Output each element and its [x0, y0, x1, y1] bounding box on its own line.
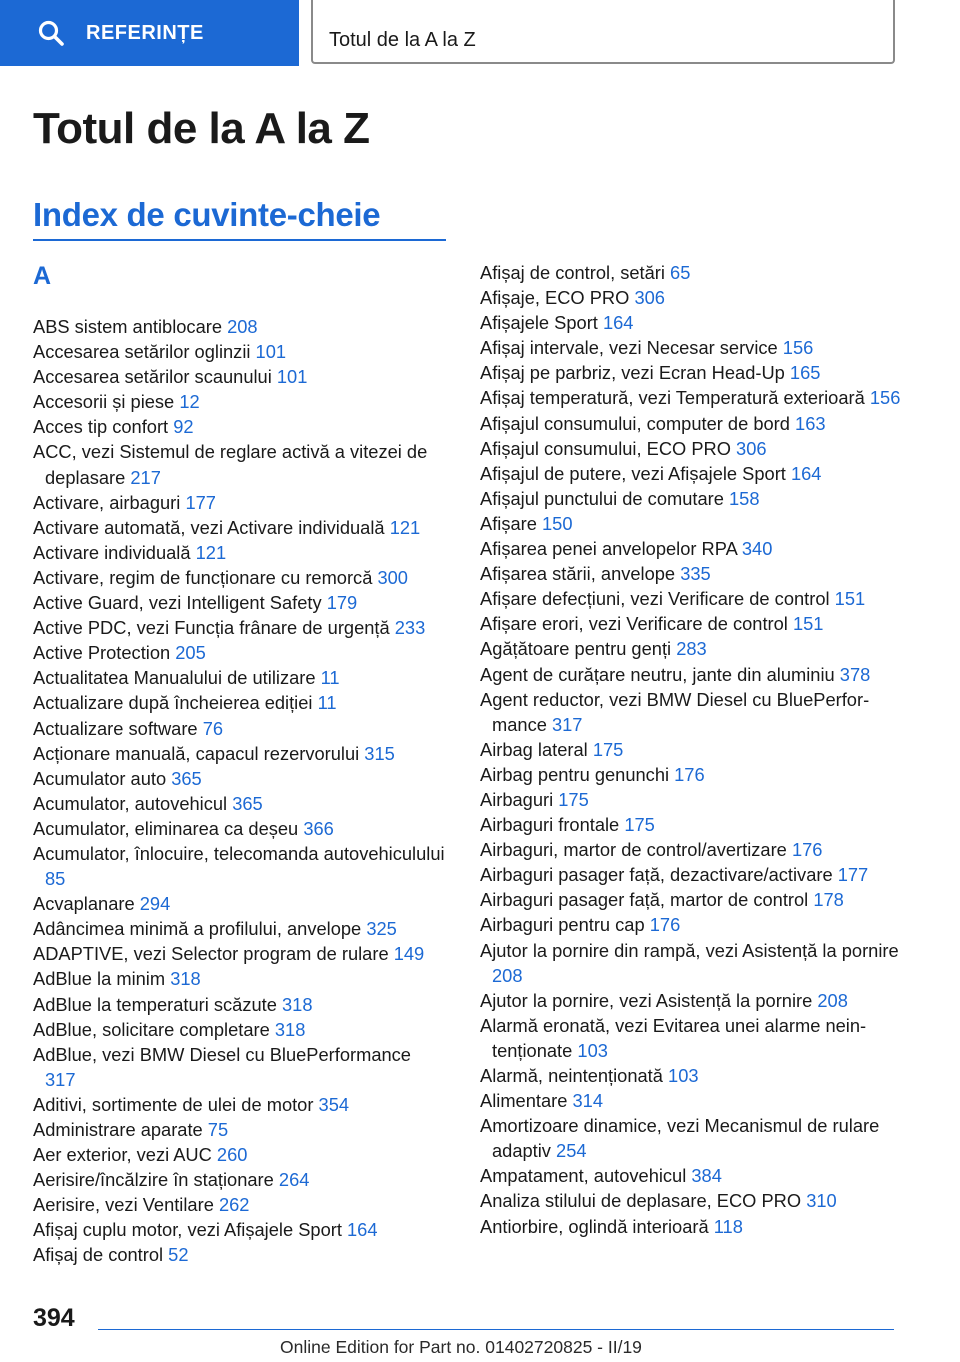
index-entry-text: Afișaj de control, setări	[480, 262, 665, 283]
index-entry-page-link[interactable]: 384	[691, 1165, 722, 1187]
index-entry-page-link[interactable]: 150	[542, 512, 573, 534]
index-entry[interactable]	[33, 891, 445, 916]
index-entry[interactable]	[480, 837, 910, 862]
index-entry-page-link[interactable]: 164	[347, 1219, 378, 1241]
index-entry[interactable]	[480, 285, 910, 310]
index-entry-page-link[interactable]: 378	[839, 663, 871, 685]
index-entry[interactable]	[480, 385, 910, 410]
index-entry[interactable]	[33, 1017, 445, 1042]
index-entry-text: Afișajul consumului, ECO PRO	[480, 437, 731, 459]
index-entry-text: Agent de curățare neutru, jante din aluminiu	[480, 663, 835, 685]
index-entry-text: Airbaguri	[480, 788, 554, 810]
index-entry[interactable]	[33, 665, 445, 690]
index-entry-page-link[interactable]: 318	[281, 993, 313, 1015]
index-entry-page-link[interactable]: 317	[45, 1068, 76, 1090]
index-entry-page-link[interactable]: 85	[45, 868, 66, 890]
index-entry-page-link[interactable]: 176	[649, 914, 681, 936]
index-entry[interactable]	[33, 314, 445, 339]
index-entry-text: Active Protection	[33, 642, 171, 664]
index-entry-page-link[interactable]: 164	[602, 312, 634, 334]
index-entry[interactable]	[33, 766, 445, 791]
index-entry-page-link[interactable]: 315	[364, 742, 395, 764]
index-entry-text: Airbaguri pasager față, martor de control	[480, 889, 809, 911]
index-entry-page-link[interactable]: 178	[813, 889, 844, 911]
index-entry[interactable]	[480, 787, 910, 812]
page-number: 394	[33, 1304, 75, 1332]
index-entry-text: AdBlue, solicitare completare	[33, 1018, 270, 1040]
index-entry-text: Activare automată, vezi Activare individuală	[33, 516, 385, 538]
index-entry[interactable]	[33, 816, 445, 841]
index-column-left	[33, 260, 445, 1268]
footer-divider	[98, 1329, 894, 1330]
index-entry-text: Airbag lateral	[480, 738, 588, 760]
index-entry[interactable]	[33, 565, 445, 590]
index-entry[interactable]	[33, 1117, 445, 1142]
index-entry-page-link[interactable]: 179	[326, 592, 358, 614]
index-entry[interactable]	[480, 461, 910, 486]
index-entry-page-link[interactable]: 283	[676, 638, 707, 660]
index-entry[interactable]	[480, 1063, 910, 1088]
index-entry[interactable]	[33, 690, 445, 715]
index-entry-page-link[interactable]: 365	[232, 792, 263, 814]
index-entry-text: Amortizoare dinamice, vezi Mecanismul de rulare adaptiv	[480, 1115, 880, 1162]
index-entry-page-link[interactable]: 262	[218, 1194, 250, 1216]
breadcrumb-label: Totul de la A la Z	[329, 29, 476, 51]
index-entry[interactable]	[480, 1088, 910, 1113]
index-entry[interactable]	[480, 360, 910, 385]
index-entry-text: Alarmă, neintenționată	[480, 1065, 663, 1086]
index-entry-text: Ampatament, autovehicul	[480, 1165, 687, 1187]
index-entry-page-link[interactable]: 76	[202, 717, 224, 739]
index-entry-text: Afișajul de putere, vezi Afișajele Sport	[480, 462, 786, 484]
index-entry-text: Actualizare după încheierea ediției	[33, 692, 313, 714]
index-entry-page-link[interactable]: 156	[869, 387, 901, 409]
index-entry-text: Analiza stilului de deplasare, ECO PRO	[480, 1190, 802, 1212]
index-entry-page-link[interactable]: 177	[837, 864, 869, 886]
index-entry-page-link[interactable]: 176	[674, 763, 705, 785]
index-entry[interactable]	[33, 1092, 445, 1117]
index-entry-page-link[interactable]: 208	[227, 316, 258, 337]
references-tab[interactable]	[0, 0, 299, 66]
index-entry-page-link[interactable]: 156	[782, 337, 814, 359]
index-entry-page-link[interactable]: 264	[278, 1169, 310, 1191]
index-entry-page-link[interactable]: 306	[634, 287, 665, 309]
index-entry-page-link[interactable]: 314	[572, 1090, 603, 1112]
index-letter: A	[33, 262, 52, 290]
index-entry-page-link[interactable]: 175	[592, 738, 624, 760]
index-entry-page-link[interactable]: 205	[175, 642, 206, 664]
index-entry-text: ABS sistem antiblocare	[33, 316, 222, 337]
index-entry-text: Airbaguri pentru cap	[480, 914, 645, 936]
index-entry[interactable]	[33, 966, 445, 991]
index-entry-text: Afișare defecțiuni, vezi Verificare de control	[480, 588, 830, 610]
index-entry-page-link[interactable]: 306	[736, 437, 767, 459]
index-entry[interactable]	[480, 486, 910, 511]
index-entry[interactable]	[480, 912, 910, 937]
index-entry-text: Ajutor la pornire din rampă, vezi Asistență la pornire	[480, 939, 899, 961]
index-entry-text: Afișaj temperatură, vezi Temperatură exterioară	[480, 387, 865, 409]
index-entry-text: Acvaplanare	[33, 893, 135, 915]
page-title: Totul de la A la Z	[33, 104, 370, 153]
index-entry-text: Accesorii și piese	[33, 391, 175, 413]
index-list-right	[480, 260, 910, 1239]
index-entry[interactable]	[480, 536, 910, 561]
index-entry-page-link[interactable]: 65	[670, 262, 691, 283]
index-entry[interactable]	[33, 841, 445, 891]
index-entry-text: Agent reductor, vezi BMW Diesel cu BluePerformance	[480, 688, 870, 735]
index-entry-text: Afișare	[480, 512, 537, 534]
index-entry-page-link[interactable]: 318	[274, 1018, 306, 1040]
index-entry[interactable]	[33, 439, 445, 489]
index-entry-page-link[interactable]: 163	[795, 412, 826, 434]
index-entry-text: Afișaj intervale, vezi Necesar service	[480, 337, 778, 359]
index-entry-page-link[interactable]: 317	[551, 713, 583, 735]
index-entry[interactable]	[33, 1167, 445, 1192]
index-entry-text: Aerisire, vezi Ventilare	[33, 1194, 214, 1216]
index-entry[interactable]	[480, 1188, 910, 1213]
index-entry[interactable]	[480, 636, 910, 661]
index-entry-page-link[interactable]: 233	[394, 617, 426, 639]
index-entry-text: Afișajul consumului, computer de bord	[480, 412, 790, 434]
index-entry[interactable]	[480, 1113, 910, 1163]
index-entry-page-link[interactable]: 118	[713, 1215, 743, 1237]
index-entry-page-link[interactable]: 121	[389, 516, 421, 538]
index-entry[interactable]	[480, 988, 910, 1013]
index-entry-page-link[interactable]: 340	[741, 538, 773, 560]
index-entry-text: Activare individuală	[33, 541, 191, 563]
index-entry[interactable]	[33, 640, 445, 665]
index-entry-page-link[interactable]: 11	[320, 667, 340, 689]
index-entry-page-link[interactable]: 165	[789, 362, 821, 384]
index-entry-text: Aditivi, sortimente de ulei de motor	[33, 1093, 314, 1115]
index-entry[interactable]	[33, 916, 445, 941]
index-entry-text: Activare, airbaguri	[33, 491, 181, 513]
index-entry-page-link[interactable]: 11	[317, 692, 337, 714]
references-tab-label: REFERINȚE	[86, 21, 204, 44]
index-entry[interactable]	[33, 941, 445, 966]
index-entry-text: Afișarea penei anvelopelor RPA	[480, 538, 737, 560]
index-entry-page-link[interactable]: 366	[303, 817, 334, 839]
index-entry[interactable]	[33, 540, 445, 565]
index-entry-text: Afișajul punctului de comutare	[480, 487, 724, 509]
index-entry-text: Activare, regim de funcționare cu remorcă	[33, 566, 373, 588]
index-entry-page-link[interactable]: 92	[173, 416, 194, 438]
index-entry-text: AdBlue la temperaturi scăzute	[33, 993, 277, 1015]
index-entry-text: Active PDC, vezi Funcția frânare de urgență	[33, 617, 390, 639]
index-entry-page-link[interactable]: 176	[791, 839, 823, 861]
index-entry-text: Airbaguri, martor de control/avertizare	[480, 839, 787, 861]
index-entry-text: Actualizare software	[33, 717, 198, 739]
index-entry-text: Active Guard, vezi Intelligent Safety	[33, 592, 322, 614]
index-entry-text: Administrare aparate	[33, 1119, 203, 1140]
index-entry-page-link[interactable]: 158	[728, 487, 760, 509]
index-entry-page-link[interactable]: 164	[790, 462, 822, 484]
index-entry-page-link[interactable]: 151	[792, 613, 824, 635]
index-entry-page-link[interactable]: 149	[393, 943, 425, 965]
index-entry[interactable]	[33, 791, 445, 816]
breadcrumb[interactable]	[311, 0, 895, 64]
index-entry-page-link[interactable]: 12	[179, 391, 200, 413]
index-entry-text: Afișaj de control	[33, 1244, 164, 1266]
index-entry[interactable]	[33, 741, 445, 766]
search-icon	[38, 20, 64, 46]
index-entry-page-link[interactable]: 260	[216, 1144, 248, 1166]
index-entry-page-link[interactable]: 208	[817, 989, 848, 1011]
index-entry[interactable]	[480, 687, 910, 737]
top-bar	[0, 0, 960, 66]
index-entry[interactable]	[33, 490, 445, 515]
index-entry[interactable]	[33, 1042, 445, 1092]
index-entry-text: Airbaguri pasager față, dezactivare/activare	[480, 864, 833, 886]
index-entry-page-link[interactable]: 294	[139, 893, 171, 915]
index-entry[interactable]	[480, 511, 910, 536]
index-entry-page-link[interactable]: 103	[577, 1039, 608, 1061]
index-entry-text: Acumulator, eliminarea ca deșeu	[33, 817, 299, 839]
index-entry[interactable]	[480, 310, 910, 335]
index-entry[interactable]	[33, 590, 445, 615]
index-entry[interactable]	[33, 615, 445, 640]
index-entry[interactable]	[33, 364, 445, 389]
index-entry[interactable]	[33, 515, 445, 540]
index-entry-text: Aer exterior, vezi AUC	[33, 1144, 212, 1166]
index-entry-page-link[interactable]: 175	[558, 788, 589, 810]
index-entry-text: Afișare erori, vezi Verificare de control	[480, 613, 788, 635]
index-entry[interactable]	[33, 1242, 445, 1267]
index-entry[interactable]	[33, 1192, 445, 1217]
index-entry[interactable]	[480, 335, 910, 360]
index-entry-text: Antiorbire, oglindă interioară	[480, 1215, 709, 1237]
index-entry-text: Accesarea setărilor scaunului	[33, 366, 272, 388]
index-entry-text: Acumulator, înlocuire, telecomanda autovehiculului	[33, 842, 445, 864]
index-entry-text: Actualitatea Manualului de utilizare	[33, 667, 316, 689]
index-entry-text: ACC, vezi Sistemul de reglare activă a vitezei de deplasare	[33, 441, 428, 488]
index-entry-page-link[interactable]: 75	[207, 1119, 229, 1140]
index-entry-text: Alimentare	[480, 1090, 568, 1112]
index-entry-page-link[interactable]: 52	[168, 1244, 189, 1266]
index-entry-page-link[interactable]: 300	[377, 566, 408, 588]
index-entry[interactable]	[33, 389, 445, 414]
index-entry-page-link[interactable]: 103	[668, 1065, 699, 1086]
index-entry-page-link[interactable]: 177	[185, 491, 216, 513]
index-entry[interactable]	[480, 887, 910, 912]
index-entry-page-link[interactable]: 217	[130, 466, 161, 488]
index-entry-text: Airbag pentru genunchi	[480, 763, 670, 785]
index-entry[interactable]	[33, 414, 445, 439]
index-entry-page-link[interactable]: 101	[276, 366, 308, 388]
index-entry[interactable]	[480, 762, 910, 787]
index-entry-text: Acumulator auto	[33, 767, 167, 789]
index-entry[interactable]	[33, 1142, 445, 1167]
index-entry-page-link[interactable]: 121	[195, 541, 227, 563]
index-entry[interactable]	[480, 662, 910, 687]
index-entry-page-link[interactable]: 254	[556, 1140, 587, 1162]
index-entry-page-link[interactable]: 151	[834, 588, 866, 610]
index-entry[interactable]	[480, 561, 910, 586]
index-entry-text: Acționare manuală, capacul rezervorului	[33, 742, 360, 764]
index-entry-page-link[interactable]: 365	[171, 767, 202, 789]
index-entry[interactable]	[480, 938, 910, 988]
index-entry-page-link[interactable]: 335	[680, 563, 711, 585]
index-entry[interactable]	[480, 260, 910, 285]
index-entry[interactable]	[480, 1163, 910, 1188]
index-entry-page-link[interactable]: 208	[492, 964, 523, 986]
index-entry-text: Afișaj cuplu motor, vezi Afișajele Sport	[33, 1219, 342, 1241]
index-entry-text: Acces tip confort	[33, 416, 169, 438]
index-entry-page-link[interactable]: 310	[806, 1190, 837, 1212]
index-entry-text: Afișarea stării, anvelope	[480, 563, 676, 585]
index-list-left	[33, 314, 445, 1268]
index-entry[interactable]	[480, 436, 910, 461]
index-entry-text: Afișajele Sport	[480, 312, 598, 334]
index-entry-text: Accesarea setărilor oglinzii	[33, 341, 251, 363]
index-column-right	[480, 260, 910, 1239]
index-entry[interactable]	[33, 716, 445, 741]
index-entry-text: Afișaj pe parbriz, vezi Ecran Head-Up	[480, 362, 785, 384]
index-entry[interactable]	[480, 611, 910, 636]
index-entry-text: Adâncimea minimă a profilului, anvelope	[33, 918, 362, 940]
index-entry[interactable]	[480, 812, 910, 837]
index-entry[interactable]	[480, 411, 910, 436]
index-entry[interactable]	[33, 339, 445, 364]
footer-edition: Online Edition for Part no. 01402720825 - II/19	[280, 1337, 642, 1357]
index-entry[interactable]	[33, 1217, 445, 1242]
index-entry-text: AdBlue la minim	[33, 968, 166, 990]
index-entry-text: Ajutor la pornire, vezi Asistență la pornire	[480, 989, 813, 1011]
index-entry-text: Airbaguri frontale	[480, 814, 620, 836]
index-entry-page-link[interactable]: 175	[624, 814, 655, 836]
index-entry-text: Aerisire/încălzire în staționare	[33, 1169, 274, 1191]
index-entry-text: ADAPTIVE, vezi Selector program de rulare	[33, 943, 389, 965]
index-entry-text: Alarmă eronată, vezi Evitarea unei alarme neintenționate	[480, 1014, 867, 1061]
index-entry[interactable]	[480, 1214, 910, 1239]
section-title: Index de cuvinte-cheie	[33, 196, 381, 233]
index-entry-page-link[interactable]: 101	[255, 341, 287, 363]
index-entry[interactable]	[480, 737, 910, 762]
index-entry[interactable]	[33, 992, 445, 1017]
index-entry[interactable]	[480, 586, 910, 611]
index-entry-text: Agățătoare pentru genți	[480, 638, 672, 660]
section-divider	[33, 239, 446, 241]
index-entry-page-link[interactable]: 318	[170, 968, 201, 990]
index-entry-page-link[interactable]: 325	[366, 918, 397, 940]
index-entry-text: AdBlue, vezi BMW Diesel cu BluePerformance	[33, 1043, 411, 1065]
index-entry-page-link[interactable]: 354	[318, 1093, 350, 1115]
index-entry[interactable]	[480, 1013, 910, 1063]
index-entry-text: Acumulator, autovehicul	[33, 792, 228, 814]
index-entry[interactable]	[480, 862, 910, 887]
index-entry-text: Afișaje, ECO PRO	[480, 287, 630, 309]
